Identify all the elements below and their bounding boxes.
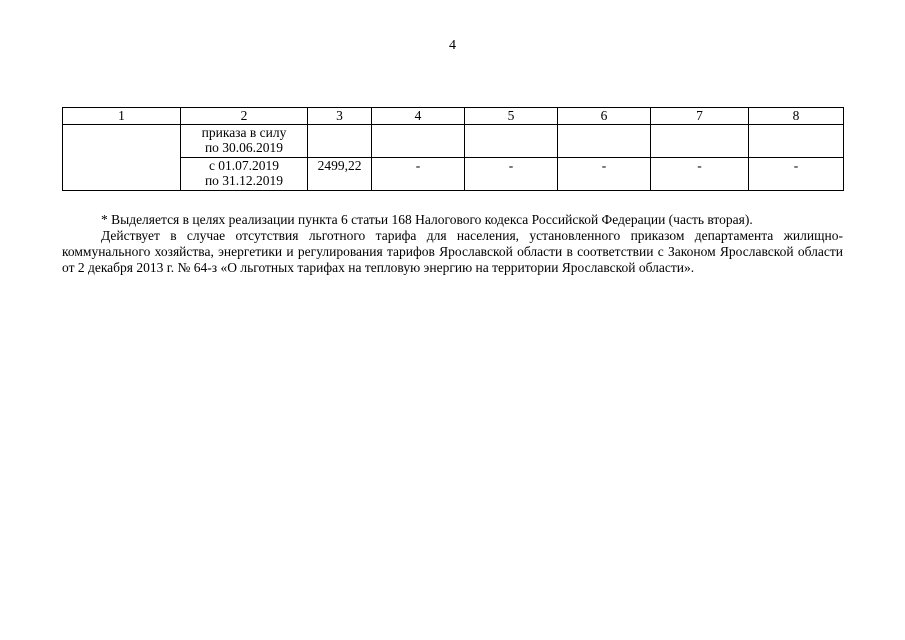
footnote-preferential-tariff: Действует в случае отсутствия льготного тарифа для населения, установленного приказом департамента жилищно-коммунального хозяйства, энергетики и регулирования тарифов Ярославской области в соответствии с Законом Ярославской области от 2 декабря 2013 г. № 64-з «О льготных тарифах на тепловую энергию на территории Ярославской области». [62, 228, 843, 275]
table-cell: - [372, 158, 465, 191]
period-line: по 30.06.2019 [204, 140, 284, 155]
column-header: 1 [63, 108, 181, 125]
column-header: 2 [181, 108, 308, 125]
period-line: с 01.07.2019 [208, 158, 280, 173]
column-header: 7 [651, 108, 749, 125]
table-cell [465, 125, 558, 158]
table-row [63, 125, 844, 158]
table-cell [651, 125, 749, 158]
table-header-row [63, 108, 844, 125]
footnote-vat: * Выделяется в целях реализации пункта 6 статьи 168 Налогового кодекса Российской Федерации (часть вторая). [101, 212, 753, 227]
tariff-table [62, 107, 844, 191]
column-header: 6 [558, 108, 651, 125]
page-number: 4 [449, 38, 456, 53]
period-line: по 31.12.2019 [204, 173, 284, 188]
column-header: 5 [465, 108, 558, 125]
table-cell: - [558, 158, 651, 191]
table-cell [749, 125, 844, 158]
table-cell [372, 125, 465, 158]
table-cell: - [749, 158, 844, 191]
value-cell: 2499,22 [308, 158, 372, 191]
period-line: приказа в силу [201, 125, 287, 140]
period-cell [181, 158, 308, 191]
footnotes [62, 212, 843, 276]
table-row [63, 158, 844, 191]
empty-cell [63, 125, 181, 191]
column-header: 8 [749, 108, 844, 125]
value-cell [308, 125, 372, 158]
table-cell: - [465, 158, 558, 191]
period-cell [181, 125, 308, 158]
table-cell: - [651, 158, 749, 191]
column-header: 4 [372, 108, 465, 125]
table-cell [558, 125, 651, 158]
column-header: 3 [308, 108, 372, 125]
